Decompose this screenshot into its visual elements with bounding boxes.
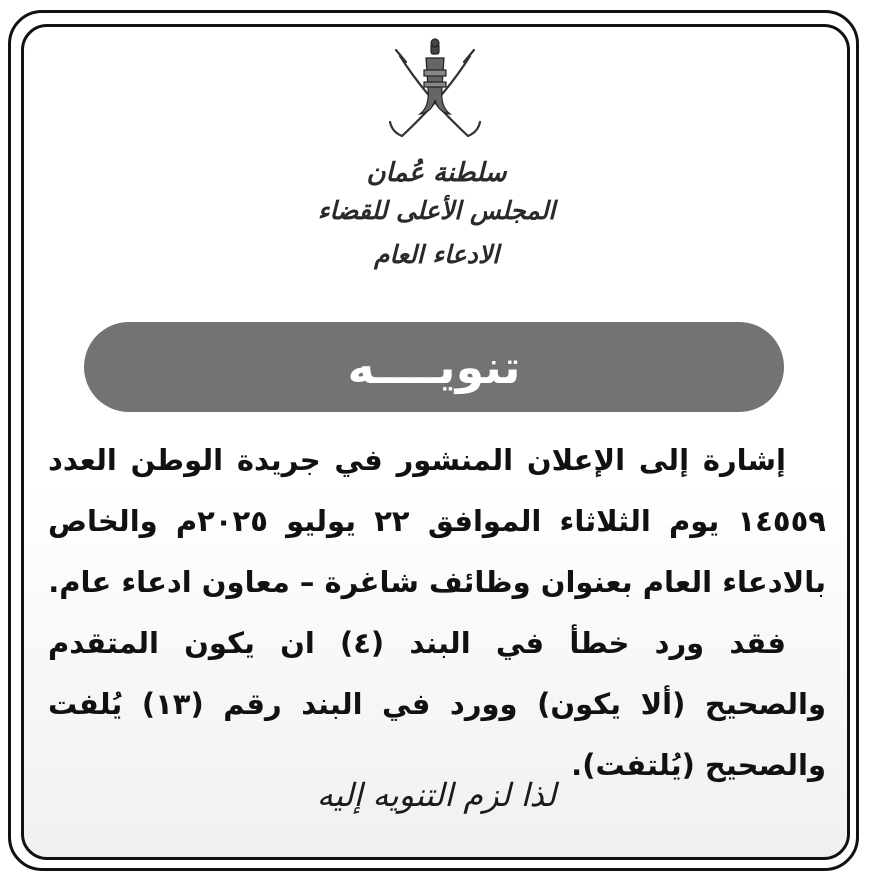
notice-paragraph-2: فقد ورد خطأ في البند (٤) ان يكون المتقدم والصحيح (ألا يكون) وورد في البند رقم (١٣) يُلفت والصحيح (يُلتفت). xyxy=(48,626,826,782)
page-title: تنويــــه xyxy=(347,340,521,394)
notice-body xyxy=(48,430,826,796)
title-banner xyxy=(84,322,784,412)
oman-national-emblem-icon xyxy=(380,36,490,146)
closing-line: لذا لزم التنويه إليه xyxy=(316,776,557,814)
notice-paragraph-1: إشارة إلى الإعلان المنشور في جريدة الوطن العدد ١٤٥٥٩ يوم الثلاثاء الموافق ٢٢ يوليو ٢٠٢٥م والخاص بالادعاء العام بعنوان وظائف شاغرة – معاون ادعاء عام. xyxy=(48,443,826,599)
org-name-prosecution: الادعاء العام xyxy=(373,240,500,269)
org-name-council: المجلس الأعلى للقضاء xyxy=(317,196,556,225)
org-name-sultanate: سلطنة عُمان xyxy=(366,158,507,188)
